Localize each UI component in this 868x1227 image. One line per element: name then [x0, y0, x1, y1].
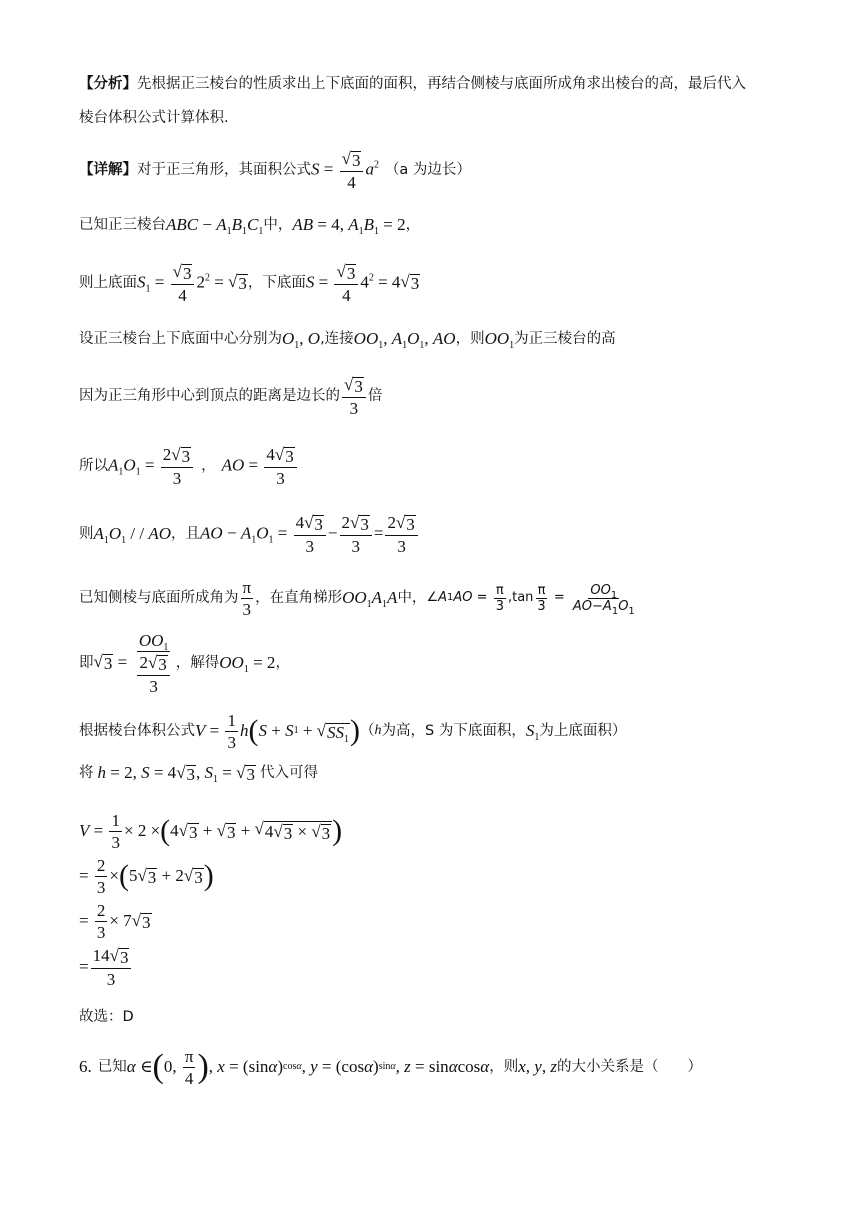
- detail-line-solve: [79, 630, 828, 696]
- detail-line-so: [79, 443, 828, 489]
- question-ask: ，则: [489, 1059, 519, 1075]
- detail-tag: 【详解】: [79, 162, 137, 178]
- centers-then: ，则: [455, 331, 485, 347]
- segments: $OO_1$, $A_1O_1$, AO: [353, 329, 456, 351]
- formula-note-s1: $S_1$: [525, 721, 540, 743]
- question-ask-end: 的大小关系是（ ）: [556, 1059, 702, 1075]
- formula-note-b: 为高，S 为下底面积，: [381, 723, 526, 739]
- center-dist-ratio: √ 3 3: [340, 375, 368, 418]
- formula-intro: 根据棱台体积公式: [79, 723, 195, 739]
- substitute-end: 代入可得: [259, 765, 318, 781]
- lower-area-formula: S = √ 3 4 $4^2 = 4$ √ 3: [305, 261, 420, 305]
- question-vars: x, y, z: [518, 1057, 557, 1076]
- frustum-name: ABC − $A_1B_1C_1$: [166, 215, 264, 237]
- upper-area-formula: $S_1$ = √ 3 4 $2^2$ = √ 3: [137, 261, 247, 305]
- detail-line-formula: [79, 708, 828, 754]
- lower-label: ，下底面: [247, 275, 306, 291]
- edge-lengths: AB = 4, $A_1B_1 = 2$: [292, 215, 406, 237]
- known-frustum-text: 已知正三棱台: [79, 217, 166, 233]
- detail-line-base-area: [79, 259, 828, 307]
- detail-line-angle: [79, 575, 828, 621]
- height-segment: $OO_1$: [484, 329, 515, 351]
- question-intro: 已知: [97, 1059, 127, 1075]
- analysis-text-1: 先根据正三棱台的性质求出上下底面的面积，再结合侧棱与底面所成角求出棱台的高，最后代入: [137, 76, 746, 92]
- analysis-line-1: [79, 73, 828, 95]
- formula-note-c: 为上底面积）: [539, 723, 627, 739]
- volume-formula: V = $\frac{1}{3}$ h ( S + S 1 + √ $SS_1$ ): [195, 710, 361, 752]
- detail-line-area: [79, 148, 828, 192]
- known-mid: 中，: [263, 217, 293, 233]
- angle-intro: 已知侧棱与底面所成角为: [79, 590, 239, 606]
- answer-text: 故选：D: [79, 1009, 134, 1025]
- substitute-text: 将: [79, 765, 94, 781]
- parallel-relation: $A_1O_1$ / / AO: [93, 524, 172, 546]
- calc-step-3: = $\frac{2}{3}$ × 7 √ 3: [79, 900, 151, 942]
- detail-line-substitute: [79, 762, 828, 784]
- center-points: $O_1$, O: [282, 329, 321, 351]
- calc-step-2: = $\frac{2}{3}$ × ( 5 √ 3 + 2 √ 3 ): [79, 855, 214, 897]
- area-intro: 对于正三角形，其面积公式: [137, 162, 311, 178]
- then-upper: 则上底面: [79, 275, 137, 291]
- ao-value: AO = 4 √ 3 3: [222, 445, 299, 488]
- angle-mid: ，在直角梯形: [255, 590, 343, 606]
- and-text: ，且: [171, 526, 201, 542]
- detail-line-center-dist: [79, 373, 828, 419]
- question-6: [79, 1044, 828, 1090]
- detail-line-parallel: [79, 511, 828, 557]
- so-text: 所以: [79, 458, 108, 474]
- solve-text: ，解得: [175, 655, 220, 671]
- ie-text: 即: [79, 655, 94, 671]
- center-dist-text: 因为正三角形中心到顶点的距离是边长的: [79, 388, 340, 404]
- height-result: $OO_1 = 2$: [219, 653, 276, 675]
- so-comma: ，: [201, 458, 216, 474]
- formula-note-h: h: [374, 723, 382, 738]
- center-dist-end: 倍: [367, 388, 383, 404]
- calc-step-1: V = $\frac{1}{3}$ × 2 × ( 4 √ 3 + √ 3 + √ 4 √ 3 × √ 3 ): [79, 810, 343, 852]
- analysis-text-2: 棱台体积公式计算体积.: [79, 110, 229, 126]
- ratio-equation: √ 3 = $OO_1$ 2 √ 3 3: [93, 630, 169, 696]
- substitute-values: h = 2, S = 4 √ 3 , $S_1$ = √ 3: [97, 763, 255, 785]
- detail-line-centers: [79, 328, 828, 350]
- analysis-line-2: [79, 107, 828, 129]
- a1o1-value: $A_1O_1$ = 2 √ 3 3: [108, 445, 195, 488]
- question-conditions: α ∈ ( 0, $\frac{\pi}{4}$ ) , x = (sin α ) cosα , y = (cos α ) sinα , z = sin α cos α: [126, 1046, 490, 1088]
- analysis-tag: 【分析】: [79, 76, 137, 92]
- calc-step-4: = 14 √ 3 3: [79, 944, 828, 990]
- then-parallel: 则: [79, 526, 94, 542]
- trapezoid-name: $OO_1A_1A$: [342, 588, 398, 610]
- centers-intro: 设正三棱台上下底面中心分别为: [79, 331, 282, 347]
- detail-line-known: [79, 214, 828, 236]
- area-note: （a 为边长）: [384, 162, 471, 178]
- known-end: ，: [405, 217, 421, 233]
- question-number: 6.: [79, 1057, 92, 1076]
- centers-connect: ,连接: [320, 331, 354, 347]
- answer-line: [79, 1006, 828, 1028]
- angle-mid2: 中，: [397, 590, 427, 606]
- angle-value: $\frac{\pi}{3}$: [242, 577, 252, 619]
- centers-end: 为正三棱台的高: [514, 331, 616, 347]
- solve-end: ，: [275, 655, 290, 671]
- area-formula: S = √ 3 4 $a^2$: [311, 148, 379, 192]
- tan-relation: ∠ A 1 AO = $\frac{\pi}{3}$ ,tan $\frac{\pi}{3}$ = $\frac{OO_1}{AO-A_1O_1}$: [426, 582, 635, 617]
- formula-note-a: （: [360, 723, 375, 739]
- difference-calc: AO − $A_1O_1$ = 4 √ 3 3 − 2 √ 3 3 = 2 √ 3 3: [200, 513, 420, 556]
